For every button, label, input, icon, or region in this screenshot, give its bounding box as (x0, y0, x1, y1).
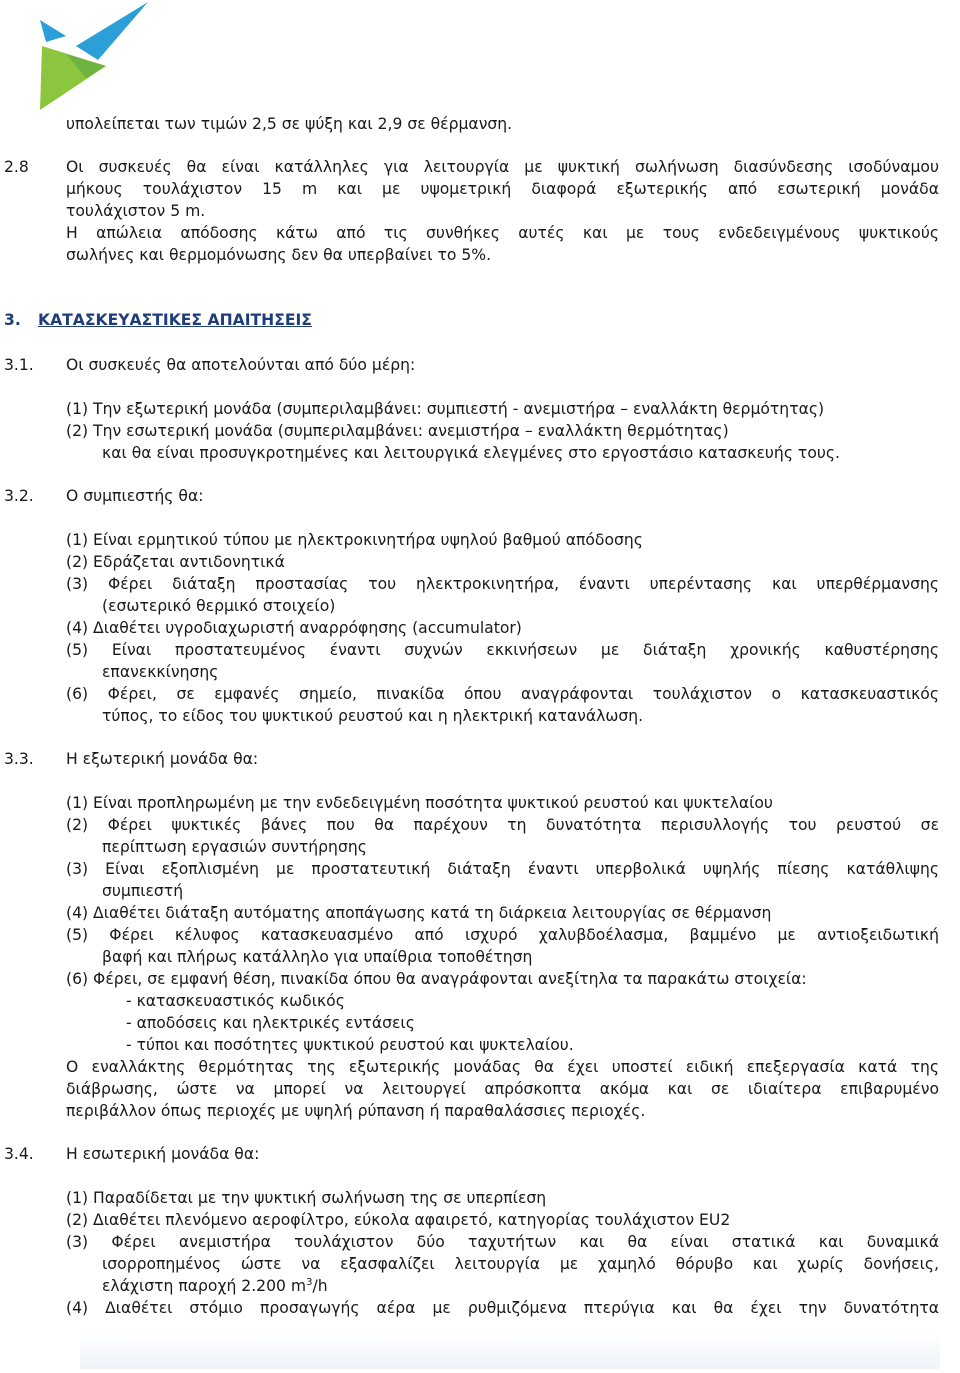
paragraph-line: περιβάλλον όπως περιοχές με υψηλή ρύπανση ή παραθαλάσσιες περιοχές. (66, 1102, 646, 1120)
list-item-continuation: συμπιεστή (102, 882, 184, 900)
list-item: (1) Την εξωτερική μονάδα (συμπεριλαμβάνει: συμπιεστή - ανεμιστήρα – εναλλάκτη θερμότητας) (66, 400, 825, 418)
airflow-text: ελάχιστη παροχή 2.200 m (102, 1277, 307, 1295)
subsection-number: 3.4. (4, 1145, 34, 1163)
subsection-title: Η εξωτερική μονάδα θα: (66, 750, 259, 768)
list-item: (4) Διαθέτει στόμιο προσαγωγής αέρα με ρυθμιζόμενα πτερύγια και θα έχει την δυνατότητα (66, 1299, 939, 1317)
section-heading-title: ΚΑΤΑΣΚΕΥΑΣΤΙΚΕΣ ΑΠΑΙΤΗΣΕΙΣ (38, 311, 312, 329)
airflow-unit: /h (312, 1277, 328, 1295)
subsection-number: 3.3. (4, 750, 34, 768)
list-item: (3) Φέρει διάταξη προστασίας του ηλεκτροκινητήρα, έναντι υπερέντασης και υπερθέρμανσης (66, 575, 939, 593)
section-heading (4, 309, 312, 331)
list-item: (3) Είναι εξοπλισμένη με προστατευτική διάταξη έναντι υπερβολικά υψηλής πίεσης κατάθλιψης (66, 860, 939, 878)
list-item-continuation: επανεκκίνησης (102, 663, 219, 681)
list-item-continuation: ισορροπημένος ώστε να εξασφαλίζει λειτουργία με χαμηλό θόρυβο και χωρίς δονήσεις, (102, 1255, 939, 1273)
list-item-continuation: (εσωτερικό θερμικό στοιχείο) (102, 597, 336, 615)
list-item: (2) Την εσωτερική μονάδα (συμπεριλαμβάνει: ανεμιστήρα – εναλλάκτη θερμότητας) (66, 422, 729, 440)
airflow-exponent: 3 (306, 1276, 313, 1288)
list-item-continuation: βαφή και πλήρως κατάλληλο για υπαίθρια τοποθέτηση (102, 948, 533, 966)
subsection-title: Η εσωτερική μονάδα θα: (66, 1145, 260, 1163)
list-item: (2) Φέρει ψυκτικές βάνες που θα παρέχουν τη δυνατότητα περισυλλογής του ρευστού σε (66, 816, 939, 834)
section-heading-number: 3. (4, 311, 21, 329)
paragraph-line: Η απώλεια απόδοσης κάτω από τις συνθήκες αυτές και με τους ενδεδειγμένους ψυκτικούς (66, 224, 939, 242)
paragraph-line: διάβρωσης, ώστε να μπορεί να λειτουργεί απρόσκοπτα ακόμα και σε ιδιαίτερα επιβαρυμένο (66, 1080, 939, 1098)
list-item-continuation: περίπτωση εργασιών συντήρησης (102, 838, 367, 856)
sub-bullet: - αποδόσεις και ηλεκτρικές εντάσεις (126, 1014, 415, 1032)
sub-bullet: - κατασκευαστικός κωδικός (126, 992, 345, 1010)
list-item-continuation: τύπος, το είδος του ψυκτικού ρευστού και η ηλεκτρική κατανάλωση. (102, 707, 644, 725)
list-item-continuation: και θα είναι προσυγκροτημένες και λειτουργικά ελεγμένες στο εργοστάσιο κατασκευής τους. (102, 444, 840, 462)
list-item: (2) Εδράζεται αντιδονητικά (66, 553, 285, 571)
page-footer-band (80, 1333, 940, 1369)
list-item-continuation (102, 1275, 328, 1297)
list-item: (4) Διαθέτει διάταξη αυτόματης αποπάγωσης κατά τη διάρκεια λειτουργίας σε θέρμανση (66, 904, 772, 922)
list-item: (1) Είναι ερμητικού τύπου με ηλεκτροκινητήρα υψηλού βαθμού απόδοσης (66, 531, 643, 549)
paragraph-line: σωλήνες και θερμομόνωσης δεν θα υπερβαίνει το 5%. (66, 246, 492, 264)
paragraph-line: τουλάχιστον 5 m. (66, 202, 206, 220)
subsection-title: Ο συμπιεστής θα: (66, 487, 204, 505)
paragraph-line: Ο εναλλάκτης θερμότητας της εξωτερικής μονάδας θα έχει υποστεί ειδική επεξεργασία κατά της (66, 1058, 939, 1076)
paragraph-line: μήκους τουλάχιστον 15 m και με υψομετρική διαφορά εξωτερικής από εσωτερική μονάδα (66, 180, 939, 198)
list-item: (5) Είναι προστατευμένος έναντι συχνών εκκινήσεων με διάταξη χρονικής καθυστέρησης (66, 641, 939, 659)
subsection-number: 3.1. (4, 356, 34, 374)
list-item: (1) Είναι προπληρωμένη με την ενδεδειγμένη ποσότητα ψυκτικού ρευστού και ψυκτελαίου (66, 794, 773, 812)
section-number: 2.8 (4, 158, 29, 176)
list-item: (3) Φέρει ανεμιστήρα τουλάχιστον δύο ταχυτήτων και θα είναι στατικά και δυναμικά (66, 1233, 939, 1251)
subsection-title: Οι συσκευές θα αποτελούνται από δύο μέρη: (66, 356, 416, 374)
list-item: (6) Φέρει, σε εμφανή θέση, πινακίδα όπου θα αναγράφονται ανεξίτηλα τα παρακάτω στοιχεία: (66, 970, 807, 988)
list-item: (1) Παραδίδεται με την ψυκτική σωλήνωση της σε υπερπίεση (66, 1189, 547, 1207)
intro-text: υπολείπεται των τιμών 2,5 σε ψύξη και 2,9 σε θέρμανση. (66, 115, 513, 133)
list-item: (4) Διαθέτει υγροδιαχωριστή αναρρόφησης (accumulator) (66, 619, 522, 637)
subsection-number: 3.2. (4, 487, 34, 505)
logo-icon (36, 2, 156, 114)
list-item: (5) Φέρει κέλυφος κατασκευασμένο από ισχυρό χαλυβδοέλασμα, βαμμένο με αντιοξειδωτική (66, 926, 939, 944)
sub-bullet: - τύποι και ποσότητες ψυκτικού ρευστού και ψυκτελαίου. (126, 1036, 574, 1054)
list-item: (2) Διαθέτει πλενόμενο αεροφίλτρο, εύκολα αφαιρετό, κατηγορίας τουλάχιστον EU2 (66, 1211, 731, 1229)
list-item: (6) Φέρει, σε εμφανές σημείο, πινακίδα όπου αναγράφονται τουλάχιστον ο κατασκευαστικός (66, 685, 939, 703)
paragraph-line: Οι συσκευές θα είναι κατάλληλες για λειτουργία με ψυκτική σωλήνωση διασύνδεσης ισοδύναμου (66, 158, 939, 176)
